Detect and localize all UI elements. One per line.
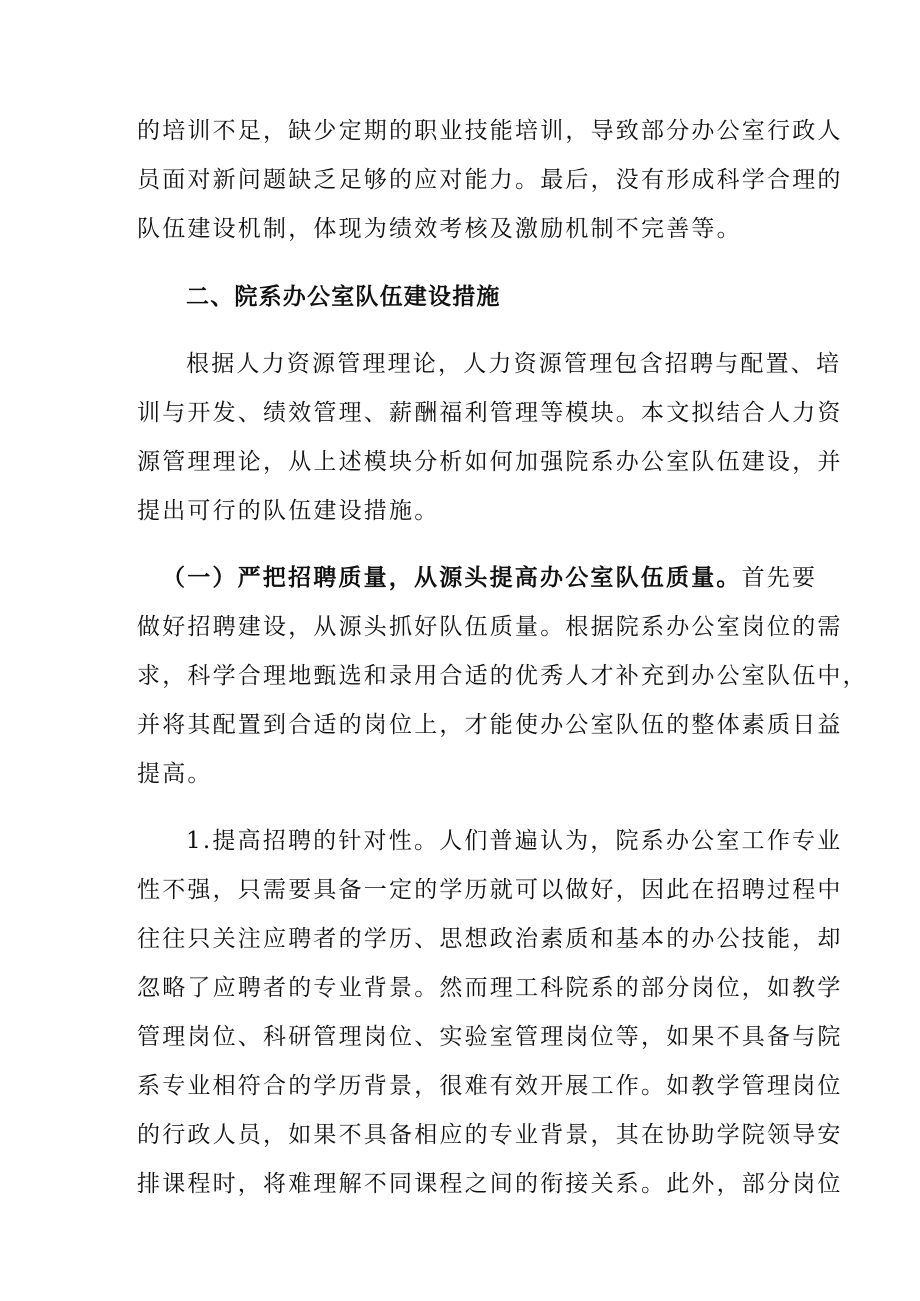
body-text-line: 1.提高招聘的针对性。人们普遍认为，院系办公室工作专业 bbox=[186, 828, 843, 854]
body-text-line: 求，科学合理地甄选和录用合适的优秀人才补充到办公室队伍中， bbox=[137, 663, 868, 689]
subsection-first-line-rest: 首先要 bbox=[741, 565, 818, 591]
body-text-line: 并将其配置到合适的岗位上，才能使办公室队伍的整体素质日益 bbox=[137, 712, 843, 738]
section-heading: 二、院系办公室队伍建设措施 bbox=[186, 284, 501, 310]
body-text-line: 提高。 bbox=[137, 761, 213, 787]
body-text-line: 员面对新问题缺乏足够的应对能力。最后，没有形成科学合理的 bbox=[137, 167, 843, 193]
body-text-line: 性不强，只需要具备一定的学历就可以做好，因此在招聘过程中 bbox=[137, 877, 843, 903]
body-text-line: 源管理理论，从上述模块分析如何加强院系办公室队伍建设，并 bbox=[137, 449, 843, 475]
body-text-line: 做好招聘建设，从源头抓好队伍质量。根据院系办公室岗位的需 bbox=[137, 614, 843, 640]
body-text-line: 队伍建设机制，体现为绩效考核及激励机制不完善等。 bbox=[137, 216, 742, 242]
body-text-line: 的培训不足，缺少定期的职业技能培训，导致部分办公室行政人 bbox=[137, 118, 843, 144]
body-text-line: 提出可行的队伍建设措施。 bbox=[137, 498, 440, 524]
body-text-line: 根据人力资源管理理论，人力资源管理包含招聘与配置、培 bbox=[186, 351, 842, 377]
body-text-line: 管理岗位、科研管理岗位、实验室管理岗位等，如果不具备与院 bbox=[137, 1024, 843, 1050]
body-text-line: 训与开发、绩效管理、薪酬福利管理等模块。本文拟结合人力资 bbox=[137, 400, 843, 426]
body-text-line: 的行政人员，如果不具备相应的专业背景，其在协助学院领导安 bbox=[137, 1122, 843, 1148]
body-text-line: 系专业相符合的学历背景，很难有效开展工作。如教学管理岗位 bbox=[137, 1073, 843, 1099]
subsection-first-line bbox=[162, 563, 817, 593]
body-text-line: 排课程时，将难理解不同课程之间的衔接关系。此外，部分岗位 bbox=[137, 1171, 843, 1197]
subsection-title: （一）严把招聘质量，从源头提高办公室队伍质量。 bbox=[162, 564, 742, 591]
body-text-line: 忽略了应聘者的专业背景。然而理工科院系的部分岗位，如教学 bbox=[137, 975, 843, 1001]
body-text-line: 往往只关注应聘者的学历、思想政治素质和基本的办公技能，却 bbox=[137, 926, 843, 952]
